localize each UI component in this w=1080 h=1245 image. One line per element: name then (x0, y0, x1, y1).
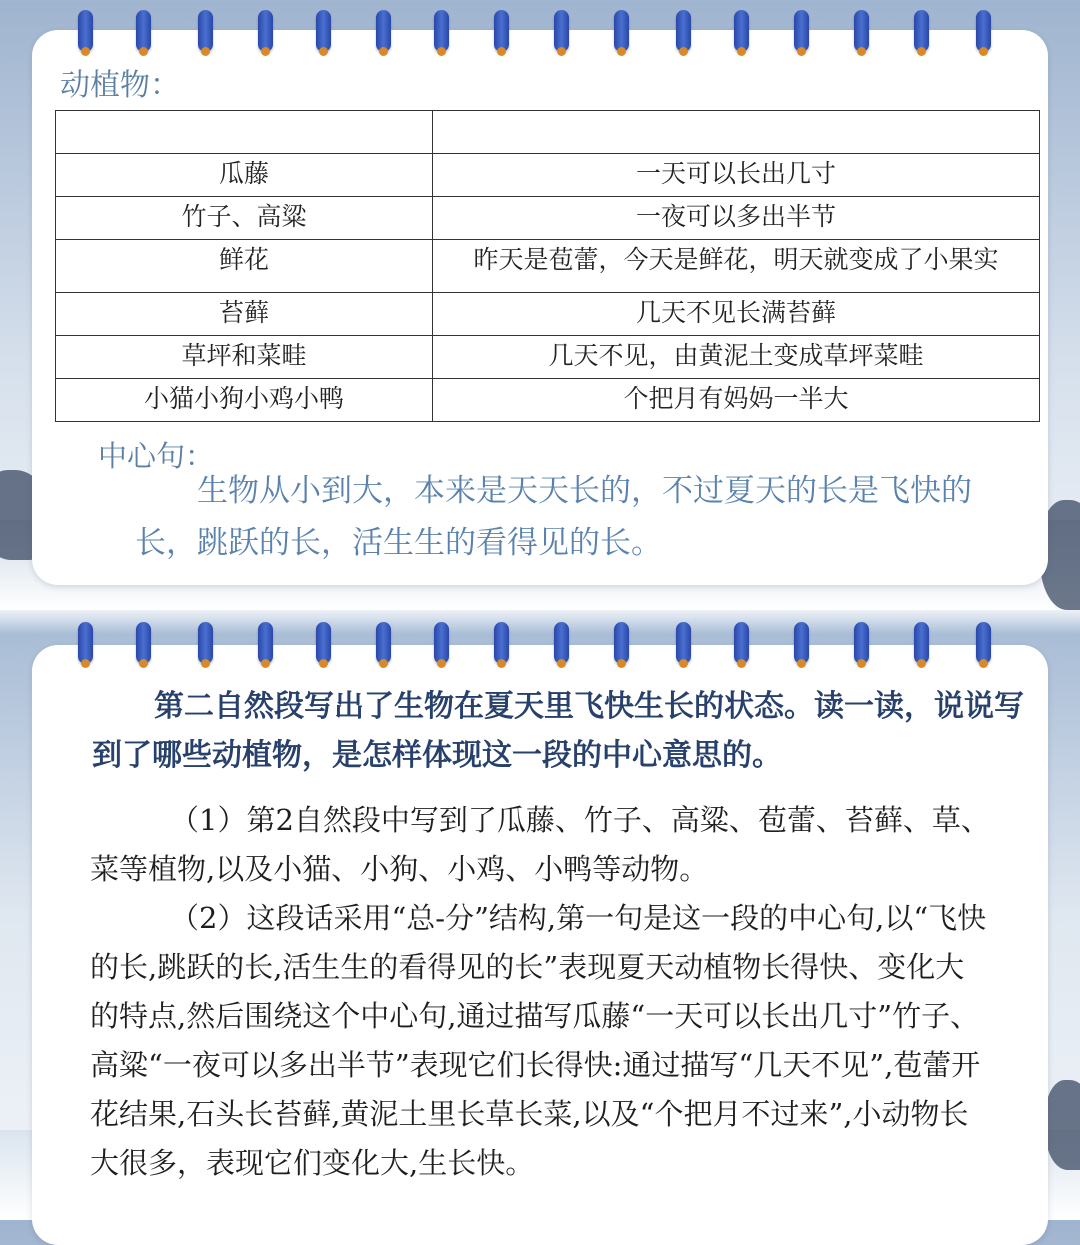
table-row (56, 154, 1040, 197)
binding-ring (258, 10, 273, 52)
table-cell-growth: 一天可以长出几寸 (433, 154, 1040, 197)
binding-ring (676, 10, 691, 52)
binding-ring (914, 10, 929, 52)
table-row (56, 240, 1040, 293)
binding-ring (494, 622, 509, 664)
growth-table (55, 110, 1040, 422)
binding-ring (376, 622, 391, 664)
binding-ring (136, 622, 151, 664)
binding-ring (794, 10, 809, 52)
binding-ring (914, 622, 929, 664)
table-row (56, 379, 1040, 422)
binding-ring (854, 622, 869, 664)
binding-ring (376, 10, 391, 52)
table-cell-growth: 几天不见，由黄泥土变成草坪菜畦 (433, 336, 1040, 379)
table-cell-organism: 鲜花 (56, 240, 433, 293)
center-sentence-label: 中心句： (98, 439, 215, 473)
spiral-binding-top (48, 10, 1048, 54)
table-row (56, 197, 1040, 240)
binding-ring (976, 622, 991, 664)
binding-ring (198, 622, 213, 664)
binding-ring (794, 622, 809, 664)
background-rock (1045, 1080, 1080, 1170)
table-cell (433, 111, 1040, 154)
binding-ring (734, 10, 749, 52)
binding-ring (554, 622, 569, 664)
table-cell-organism: 苔藓 (56, 293, 433, 336)
binding-ring (614, 10, 629, 52)
binding-ring (316, 622, 331, 664)
binding-ring (258, 622, 273, 664)
table-row (56, 336, 1040, 379)
binding-ring (554, 10, 569, 52)
table-cell-growth: 个把月有妈妈一半大 (433, 379, 1040, 422)
table-cell-organism: 草坪和菜畦 (56, 336, 433, 379)
table-row (56, 293, 1040, 336)
answer-part-2: （2）这段话采用“总-分”结构,第一句是这一段的中心句,以“飞快的长,跳跃的长,活生生的看得见的长”表现夏天动植物长得快、变化大的特点,然后围绕这个中心句,通过描写瓜藤“一天可以长出几寸”竹子、高粱“一夜可以多出半节”表现它们长得快:通过描写“几天不见”,苞蕾开花结果,石头长苔藓,黄泥土里长草长菜,以及“个把月不过来”,小动物长大很多，表现它们变化大,生长快。 (90, 901, 987, 1180)
table-cell-growth: 几天不见长满苔藓 (433, 293, 1040, 336)
binding-ring (316, 10, 331, 52)
table-cell-growth: 一夜可以多出半节 (433, 197, 1040, 240)
plants-animals-heading: 动植物： (60, 68, 180, 103)
table-cell (56, 111, 433, 154)
binding-ring (78, 10, 93, 52)
binding-ring (614, 622, 629, 664)
table-header-row (56, 111, 1040, 154)
answer-part-1: （1）第2自然段中写到了瓜藤、竹子、高粱、苞蕾、苔藓、草、菜等植物,以及小猫、小狗、小鸡、小鸭等动物。 (90, 803, 990, 886)
table-cell-growth: 昨天是苞蕾，今天是鲜花，明天就变成了小果实 (433, 240, 1040, 293)
binding-ring (494, 10, 509, 52)
binding-ring (676, 622, 691, 664)
center-sentence-text: 生物从小到大，本来是天天长的，不过夏天的长是飞快的长，跳跃的长，活生生的看得见的长。 (135, 473, 972, 561)
table-cell-organism: 小猫小狗小鸡小鸭 (56, 379, 433, 422)
binding-ring (136, 10, 151, 52)
binding-ring (198, 10, 213, 52)
table-cell-organism: 竹子、高粱 (56, 197, 433, 240)
binding-ring (434, 10, 449, 52)
binding-ring (734, 622, 749, 664)
binding-ring (854, 10, 869, 52)
binding-ring (976, 10, 991, 52)
spiral-binding-bottom (48, 622, 1048, 666)
binding-ring (78, 622, 93, 664)
binding-ring (434, 622, 449, 664)
table-cell-organism: 瓜藤 (56, 154, 433, 197)
question-text: 第二自然段写出了生物在夏天里飞快生长的状态。读一读，说说写到了哪些动植物，是怎样体现这一段的中心意思的。 (92, 689, 1024, 773)
